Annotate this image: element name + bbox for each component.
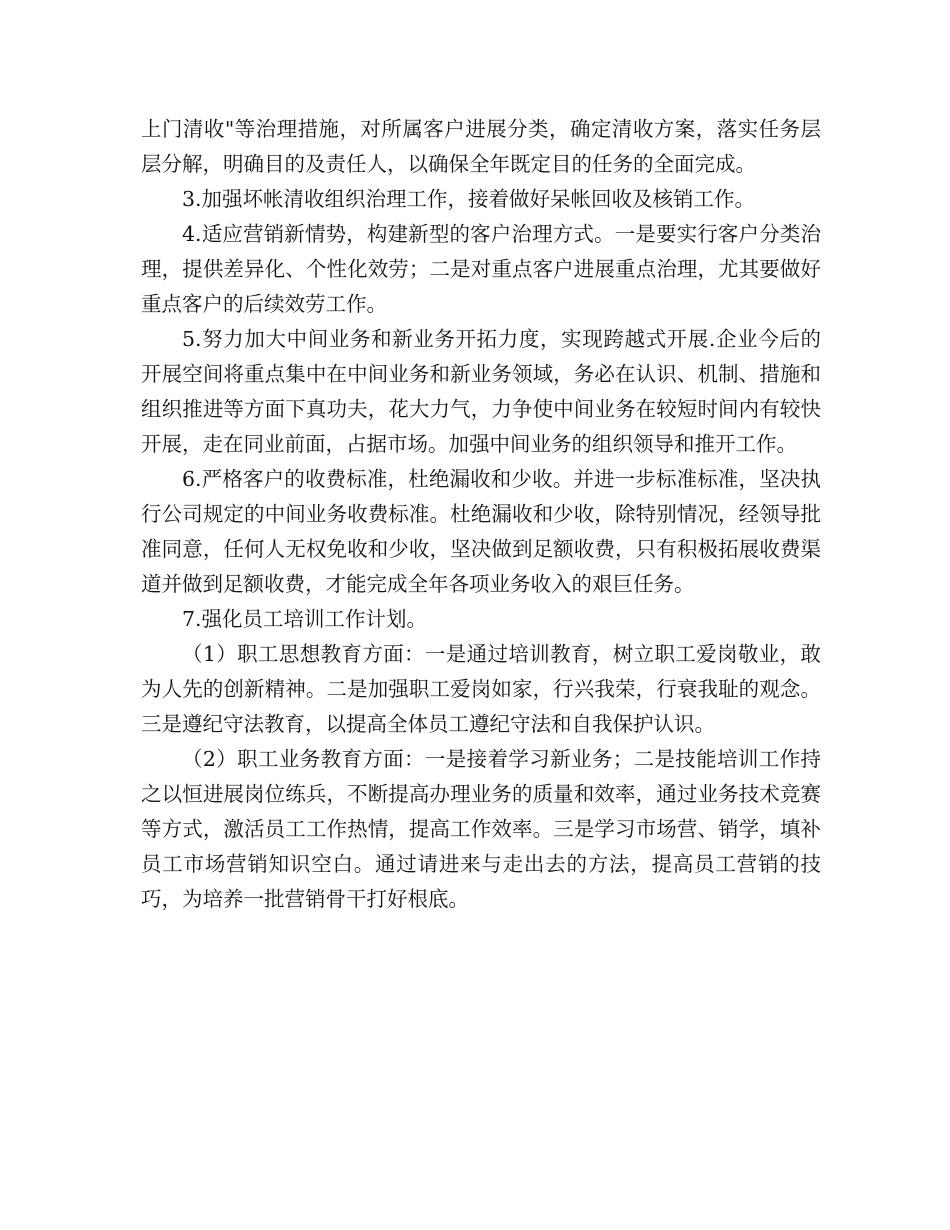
- paragraph-item-5: 5.努力加大中间业务和新业务开拓力度，实现跨越式开展.企业今后的开展空间将重点集中在中间业务和新业务领域，务必在认识、机制、措施和组织推进等方面下真功夫，花大力气，力争使中间业务在较短时间内有较快开展，走在同业前面，占据市场。加强中间业务的组织领导和推开工作。: [141, 327, 821, 456]
- paragraph-continuation: 上门清收"等治理措施，对所属客户进展分类，确定清收方案，落实任务层层分解，明确目的及责任人，以确保全年既定目的任务的全面完成。: [141, 117, 821, 176]
- document-body: [141, 112, 821, 917]
- paragraph-item-7-1: （1）职工思想教育方面：一是通过培训教育，树立职工爱岗敬业，敢为人先的创新精神。二是加强职工爱岗如家，行兴我荣，行衰我耻的观念。三是遵纪守法教育，以提高全体员工遵纪守法和自我保护认识。: [141, 642, 821, 736]
- paragraph-item-6: 6.严格客户的收费标准，杜绝漏收和少收。并进一步标准标准，坚决执行公司规定的中间业务收费标准。杜绝漏收和少收，除特别情况，经领导批准同意，任何人无权免收和少收，坚决做到足额收费，只有积极拓展收费渠道并做到足额收费，才能完成全年各项业务收入的艰巨任务。: [141, 467, 821, 596]
- paragraph-item-4: 4.适应营销新情势，构建新型的客户治理方式。一是要实行客户分类治理，提供差异化、个性化效劳；二是对重点客户进展重点治理，尤其要做好重点客户的后续效劳工作。: [141, 222, 821, 316]
- paragraph-item-7: 7.强化员工培训工作计划。: [182, 607, 428, 631]
- paragraph-item-7-2: （2）职工业务教育方面：一是接着学习新业务；二是技能培训工作持之以恒进展岗位练兵，不断提高办理业务的质量和效率，通过业务技术竞赛等方式，激活员工工作热情，提高工作效率。三是学习市场营、销学，填补员工市场营销知识空白。通过请进来与走出去的方法，提高员工营销的技巧，为培养一批营销骨干打好根底。: [141, 747, 821, 911]
- paragraph-item-3: 3.加强坏帐清收组织治理工作，接着做好呆帐回收及核销工作。: [182, 187, 756, 211]
